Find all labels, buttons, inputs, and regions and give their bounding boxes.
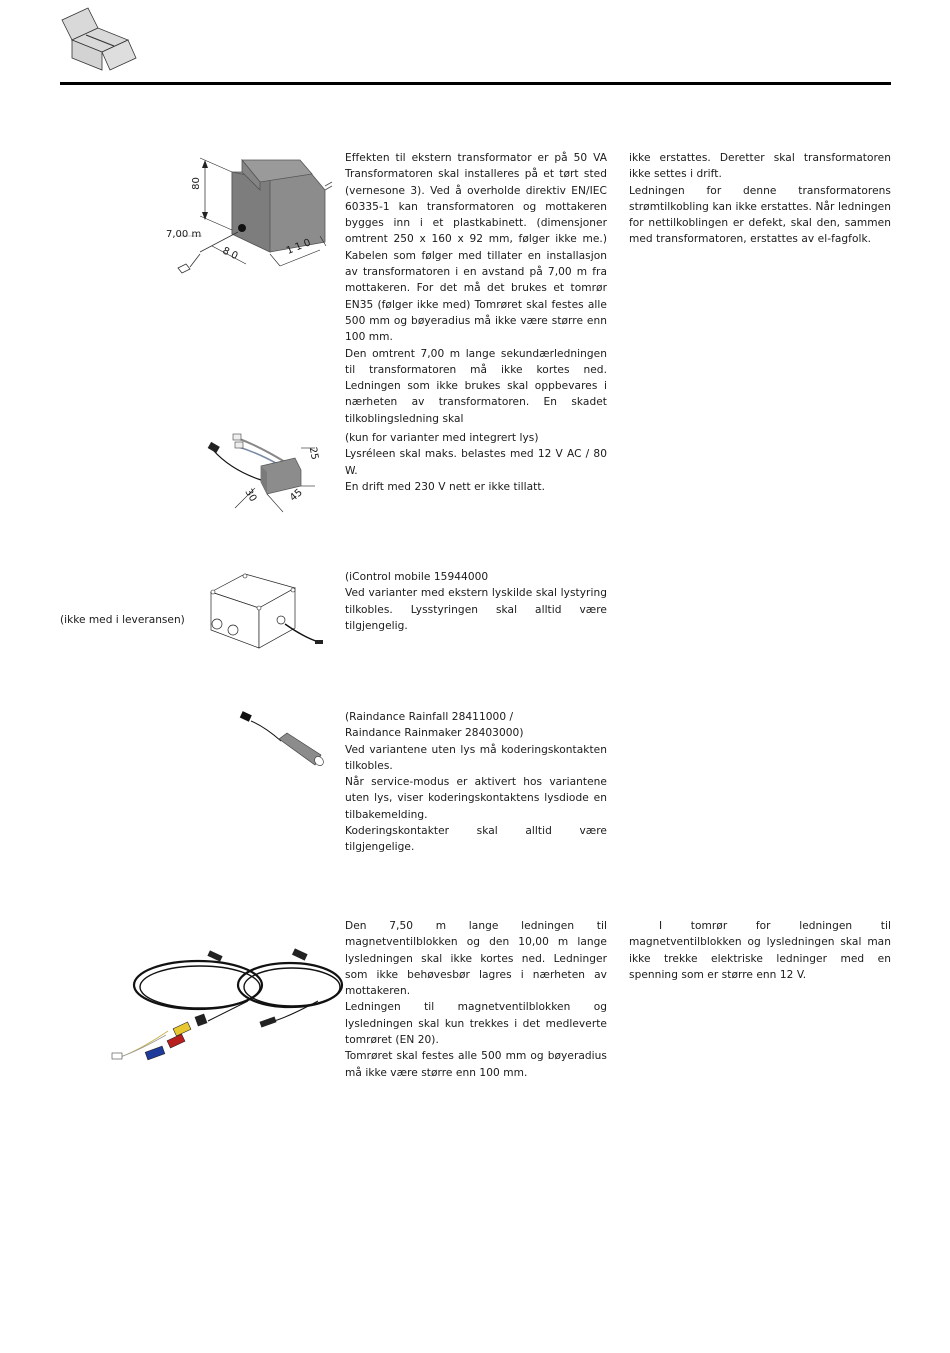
- paragraph: Ved variantene uten lys må koderingskontakten tilkobles.: [345, 743, 607, 772]
- paragraph: Lysréleen skal maks. belastes med 12 V AC / 80 W.: [345, 448, 607, 477]
- junction-box-text: [345, 569, 607, 634]
- paragraph: Tomrøret skal festes alle 500 mm og bøyeradius må ikke være større enn 100 mm.: [345, 1050, 607, 1079]
- relay-text: [345, 430, 607, 495]
- paragraph: Ved varianter med ekstern lyskilde skal lystyring tilkobles. Lysstyringen skal alltid være tilgjengelig.: [345, 587, 607, 632]
- paragraph: Raindance Rainmaker 28403000): [345, 727, 524, 740]
- header-rule: [60, 82, 891, 85]
- cables-text: [345, 918, 607, 1081]
- paragraph: Når service-modus er aktivert hos variantene uten lys, viser koderingskontaktens lysdiode en tilbakemelding.: [345, 776, 607, 821]
- open-box-icon: [58, 4, 140, 76]
- cables-note: [629, 918, 891, 983]
- paragraph: Den omtrent 7,00 m lange sekundærledningen til transformatoren må ikke kortes ned. Ledningen som ikke brukes skal oppbevares i nærheten av transformatoren. En skadet tilkoblingsledning skal: [345, 347, 607, 425]
- paragraph: (kun for varianter med integrert lys): [345, 432, 539, 444]
- paragraph: (Raindance Rainfall 28411000 /: [345, 711, 514, 723]
- relay-illustration: [205, 428, 330, 513]
- paragraph: Koderingskontakter skal alltid være tilgjengelige.: [345, 825, 607, 854]
- dim-height: 80: [190, 177, 202, 190]
- paragraph: En drift med 230 V nett er ikke tillatt.: [345, 480, 546, 493]
- paragraph: I tomrør for ledningen til magnetventilblokken og lysledningen skal man ikke trekke elektriske ledninger med en spenning som er større enn 12 V.: [629, 920, 891, 981]
- paragraph: Ledningen for denne transformatorens strømtilkobling kan ikke erstattes. Når ledningen for nettilkoblingen er defekt, skal den, sammen med transformatoren, erstattes av el-fagfolk.: [629, 184, 891, 246]
- dim-cable-length: 7,00 m: [166, 229, 202, 240]
- transformer-illustration: [160, 150, 335, 275]
- cable-coils-illustration: [108, 945, 338, 1065]
- paragraph: ikke erstattes. Deretter skal transformatoren ikke settes i drift.: [629, 152, 891, 181]
- paragraph: (iControl mobile 15944000: [345, 571, 489, 583]
- coding-plug-illustration: [235, 705, 330, 775]
- junction-box-illustration: [205, 568, 330, 653]
- transformer-text-continued: [629, 150, 891, 248]
- transformer-text: [345, 150, 607, 427]
- coding-contact-text: [345, 709, 607, 856]
- dim-relay-depth: 30: [242, 487, 259, 504]
- paragraph: Effekten til ekstern transformator er på 50 VA Transformatoren skal installeres på et tørt sted (vernesone 3). Ved å overholde direktiv EN/IEC 60335-1 kan transformatoren og mottakeren bygges inn i et plastkabinett. (dimensjoner omtrent 250 x 160 x 92 mm, følger ikke me.) Kabelen som følger med tillater en installasjon av transformatoren i en avstand på 7,00 m fra mottakeren. For det må det brukes et tomrør EN35 (følger ikke med) Tomrøret skal festes alle 500 mm og bøyeradius må ikke være større enn 100 mm.: [345, 152, 607, 344]
- dim-width: 110: [284, 236, 316, 257]
- dim-relay-height: 25: [306, 446, 320, 461]
- dim-depth: 80: [220, 245, 243, 264]
- dim-relay-width: 45: [287, 487, 305, 504]
- paragraph: Ledningen til magnetventilblokken og lysledningen skal kun trekkes i det medleverte tomrøret (EN 20).: [345, 1001, 607, 1047]
- not-included-note: (ikke med i leveransen): [60, 614, 185, 626]
- paragraph: Den 7,50 m lange ledningen til magnetventilblokken og den 10,00 m lange lysledningen skal ikke kortes ned. Ledninger som ikke behøvesbør lagres i nærheten av mottakeren.: [345, 920, 607, 998]
